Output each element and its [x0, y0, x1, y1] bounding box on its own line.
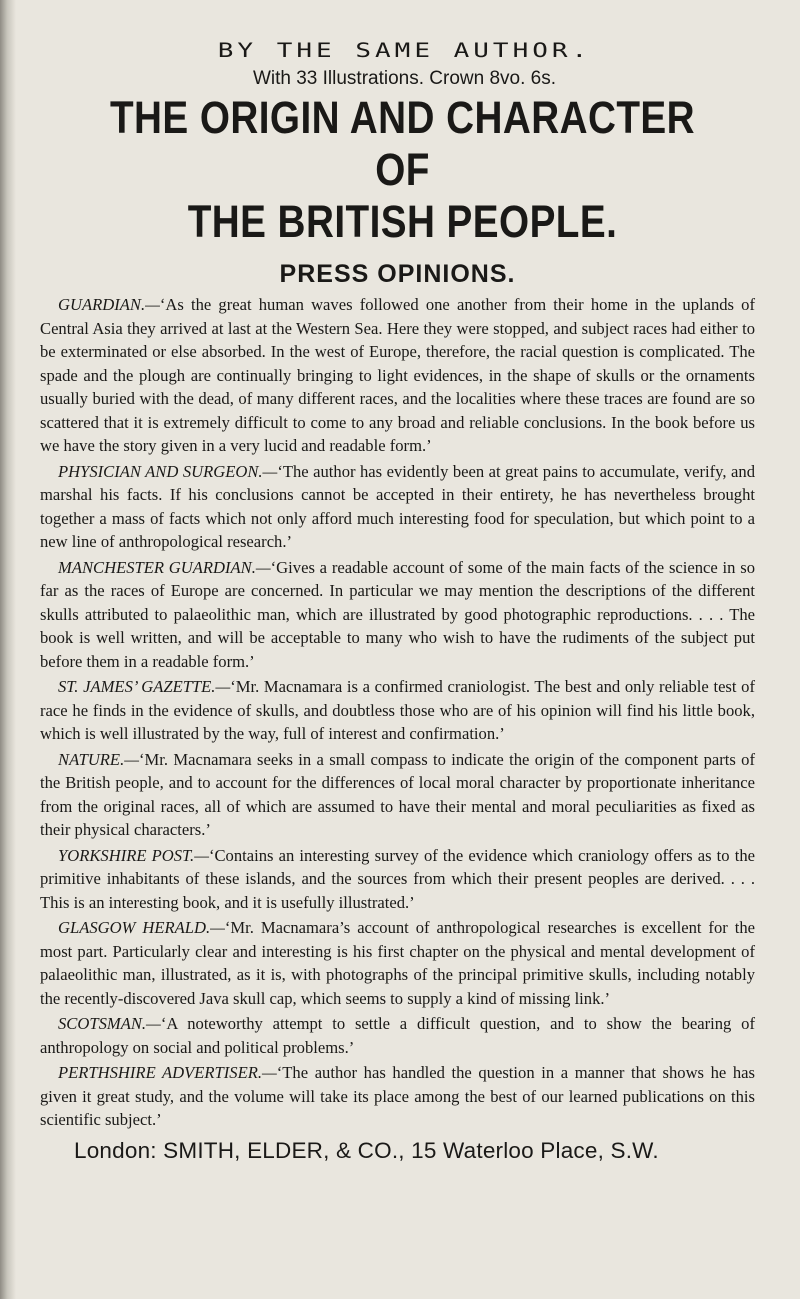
opinion-source: ST. JAMES’ GAZETTE.— — [58, 677, 231, 696]
press-opinion — [40, 1012, 755, 1059]
opinion-text: ‘Mr. Macnamara’s account of anthropological researches is excellent for the most part. Particularly clear and interesting is his first chapter on the physical and mental development of palaeolithic man, illustrated, as it is, with photographs of the principal primitive skulls, including notably the recently-discovered Java skull cap, which seems to supply a kind of missing link.’ — [40, 918, 755, 1008]
press-opinion — [40, 748, 755, 842]
opinion-text: ‘Mr. Macnamara seeks in a small compass to indicate the origin of the component parts of the British people, and to account for the differences of local moral character by proportionate inheritance from the original races, all of which are assumed to have their mental and moral peculiarities as fixed as their physical characters.’ — [40, 749, 755, 839]
book-title-line-1: THE ORIGIN AND CHARACTER OF — [109, 92, 696, 195]
opinion-source: GUARDIAN.— — [58, 295, 160, 314]
opinion-text: ‘The author has handled the question in a manner that shows he has given it great study, and the volume will take its place among the best of our learned publications on this scientific subject.’ — [40, 1063, 755, 1129]
opinion-source: NATURE.— — [58, 749, 139, 769]
advertisement-page — [40, 36, 755, 1164]
opinion-text: ‘Mr. Macnamara is a confirmed craniologist. The best and only reliable test of race he finds in the evidence of skulls, and doubtless those who are of his opinion will find his little book, which is well illustrated by the way, full of interest and confirmation.’ — [40, 677, 755, 743]
press-opinion — [40, 460, 755, 554]
opinions-list — [40, 293, 755, 1132]
press-opinion — [40, 1061, 755, 1132]
press-opinion — [40, 556, 755, 674]
press-opinions-heading: PRESS OPINIONS. — [279, 260, 516, 288]
press-opinion — [40, 293, 755, 458]
press-opinion — [40, 916, 755, 1010]
opinion-source: SCOTSMAN.— — [58, 1014, 161, 1033]
opinion-source: PERTHSHIRE ADVERTISER.— — [58, 1063, 277, 1082]
page-binding-edge — [0, 0, 16, 1299]
opinion-source: YORKSHIRE POST.— — [58, 845, 209, 865]
opinion-text: ‘The author has evidently been at great pains to accumulate, verify, and marshal his facts. If his conclusions cannot be accepted in their entirety, he has nevertheless brought together a mass of facts which not only afford much interesting food for speculation, but which point to a new line of anthropological research.’ — [40, 461, 755, 551]
by-line: BY THE SAME AUTHOR. — [217, 39, 592, 63]
opinion-source: MANCHESTER GUARDIAN.— — [58, 557, 271, 577]
opinion-text: ‘Gives a readable account of some of the main facts of the science in so far as the races of Europe are concerned. In particular we may mention the descriptions of the different skulls attributed to palaeolithic man, which are illustrated by good photographic reproductions. . . . The book is well written, and will be acceptable to many who wish to have the rudiments of the subject put before them in a readable form.’ — [40, 557, 755, 671]
opinion-source: GLASGOW HERALD.— — [58, 918, 225, 937]
edition-details: With 33 Illustrations. Crown 8vo. 6s. — [252, 68, 557, 89]
book-title-line-2: THE BRITISH PEOPLE. — [187, 196, 618, 247]
press-opinion — [40, 844, 755, 915]
opinion-text: ‘As the great human waves followed one another from their home in the uplands of Central Asia they arrived at last at the Western Sea. Here they were stopped, and subject races had either to be exterminated or else absorbed. In the west of Europe, therefore, the racial question is complicated. The spade and the plough are continually bringing to light evidences, in the shape of skulls or the ornaments usually buried with the dead, of many different races, and the localities where these traces are found are so scattered that it is extremely difficult to come to any broad and reliable conclusions. In the book before us we have the story given in a very lucid and readable form.’ — [40, 295, 755, 455]
opinion-source: PHYSICIAN AND SURGEON.— — [58, 461, 278, 481]
press-opinion — [40, 675, 755, 746]
opinion-text: ‘A noteworthy attempt to settle a difficult question, and to show the bearing of anthropology on social and political problems.’ — [40, 1014, 755, 1057]
publisher-imprint: London: SMITH, ELDER, & CO., 15 Waterloo Place, S.W. — [74, 1137, 659, 1163]
opinion-text: ‘Contains an interesting survey of the evidence which craniology offers as to the primitive inhabitants of these islands, and the sources from which their present peoples are derived. . . . This is an interesting book, and it is usefully illustrated.’ — [40, 845, 755, 912]
